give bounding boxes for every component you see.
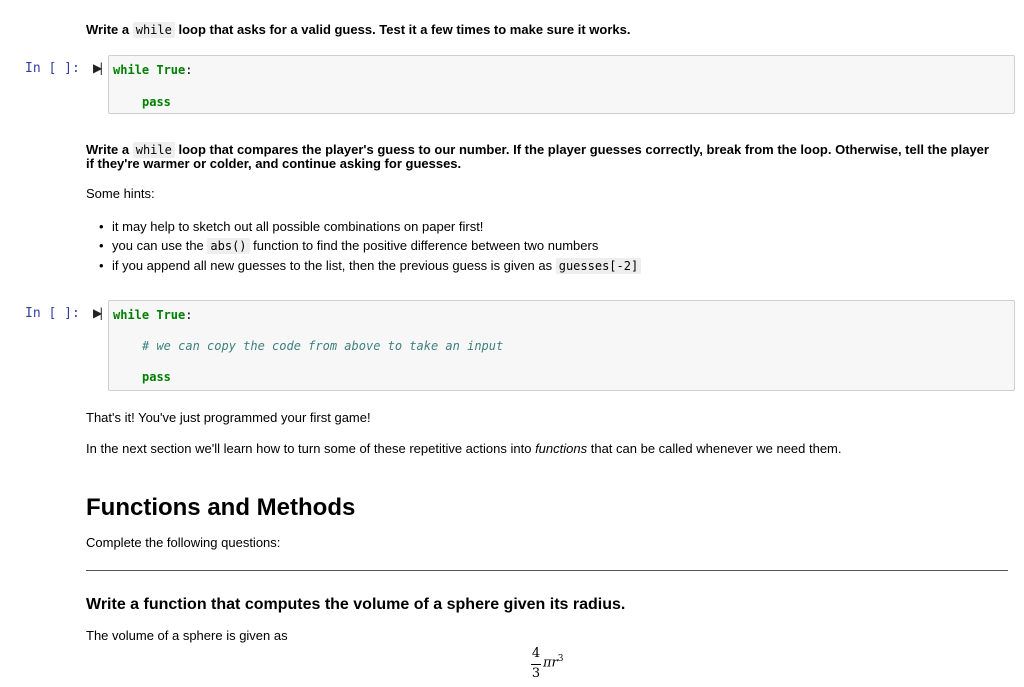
run-cell-icon[interactable]: ▶| <box>93 306 101 320</box>
text: loop that asks for a valid guess. Test it a few times to make sure it works. <box>174 22 631 37</box>
game-complete-text: That's it! You've just programmed your first game! <box>86 410 371 425</box>
text: Write a <box>86 22 133 37</box>
next-section-text: In the next section we'll learn how to turn some of these repetitive actions into functions that can be called whenever we need them. <box>86 441 842 456</box>
code-comment: # we can copy the code from above to take an input <box>142 339 504 353</box>
code-cell-2[interactable] <box>108 300 1015 391</box>
inline-code: while <box>133 142 175 158</box>
list-item: • if you append all new guesses to the list, then the previous guess is given as guesses[-2] <box>86 256 641 276</box>
list-item: • it may help to sketch out all possible combinations on paper first! <box>86 217 641 236</box>
code-line: while True: <box>113 308 193 322</box>
code-line: while True: <box>113 63 193 77</box>
fraction-bar <box>531 664 541 665</box>
formula-denominator: 3 <box>531 666 541 681</box>
section-intro: Complete the following questions: <box>86 535 281 550</box>
code-line: pass <box>142 95 171 109</box>
code-line: pass <box>142 370 171 384</box>
run-cell-icon[interactable]: ▶| <box>93 61 101 75</box>
hints-list <box>86 217 641 276</box>
hints-label: Some hints: <box>86 186 155 201</box>
code-cell-1[interactable] <box>108 55 1015 114</box>
cell-prompt: In [ ]: <box>25 61 80 76</box>
cell-prompt: In [ ]: <box>25 306 80 321</box>
formula-numerator: 4 <box>531 646 541 661</box>
inline-code: while <box>133 22 175 38</box>
section-heading: Functions and Methods <box>86 494 356 521</box>
divider <box>86 570 1008 571</box>
question-heading: Write a function that computes the volume of a sphere given its radius. <box>86 596 626 613</box>
markdown-valid-guess <box>86 21 630 39</box>
volume-formula <box>531 646 591 686</box>
list-item: • you can use the abs() function to find the positive difference between two numbers <box>86 236 641 256</box>
markdown-compare-guess: Write a while loop that compares the player's guess to our number. If the player guesses correctly, break from the loop. Otherwise, tell the player if they're warmer or colder, and continue asking for guesses. <box>86 142 989 171</box>
volume-text: The volume of a sphere is given as <box>86 628 288 643</box>
formula-body: $\pi r^3$ <box>543 654 564 671</box>
